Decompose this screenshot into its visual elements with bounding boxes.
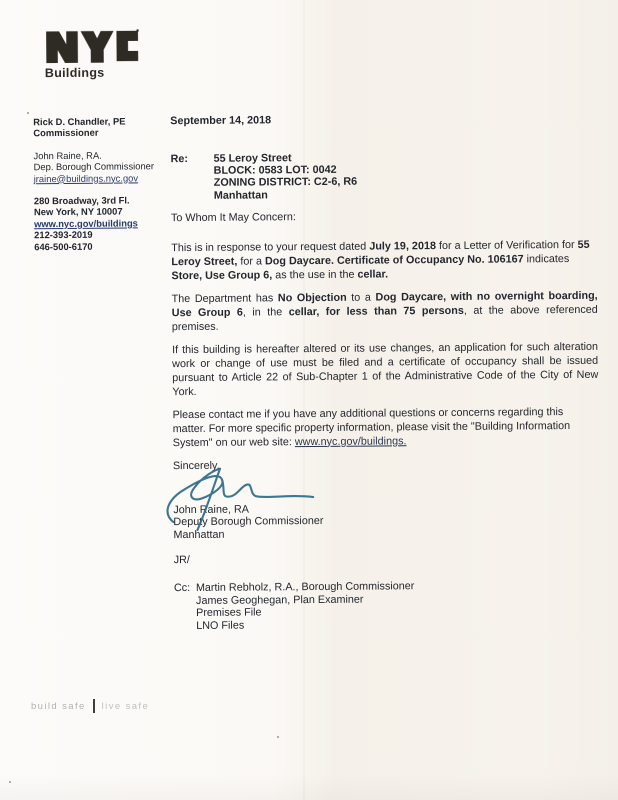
text-line: Manhattan (173, 528, 225, 541)
bold-run: No Objection (277, 291, 347, 305)
closing: Sincerely, (172, 459, 220, 472)
text-run: indicates (523, 252, 570, 266)
cc-lines (196, 580, 415, 632)
text-line: 55 Leroy Street (213, 152, 292, 165)
paragraph-verification (171, 238, 597, 283)
contact-sidebar (33, 115, 166, 263)
text-line: Manhattan (213, 188, 268, 202)
text-line: Dep. Borough Commissioner (33, 160, 155, 173)
text-line: 646-500-6170 (34, 240, 93, 252)
text-run: This is in response to your request dated (171, 240, 370, 254)
text-run: The Department has (171, 292, 278, 305)
letter-date: September 14, 2018 (170, 114, 272, 128)
website-link[interactable]: www.nyc.gov/buildings (34, 217, 138, 230)
text-run: If this building is hereafter altered or its use changes, an application for such alteration work or change of use must be filed and a certificate of occupancy shall be issued pursuant to Article 22 of Sub-Chapter 1 of the Administrative Code of the City of New York. (171, 340, 599, 398)
commissioner-block (33, 115, 165, 139)
inline-weblink[interactable]: www.nyc.gov/buildings. (294, 435, 407, 448)
footer-live-safe: live safe (101, 700, 150, 712)
reference-initials: JR/ (173, 554, 190, 567)
cc-block (174, 579, 600, 633)
bold-run: July 19, 2018 (369, 239, 436, 253)
text-line: 280 Broadway, 3rd Fl. (33, 194, 130, 207)
text-line: ZONING DISTRICT: C2-6, R6 (213, 176, 358, 190)
footer-build-safe: build safe (31, 700, 86, 712)
signer-block (173, 501, 599, 542)
scan-speck (9, 781, 11, 783)
text-run: for a (237, 255, 266, 268)
footer-slogan (31, 699, 149, 713)
bold-run: cellar. (357, 268, 389, 281)
text-line: 212-393-2019 (34, 228, 93, 241)
cc-label: Cc: (173, 582, 191, 595)
deputy-commissioner-block (33, 149, 165, 184)
re-lines (213, 152, 357, 202)
letter-body (170, 111, 600, 633)
bold-run: Store, Use Group 6, (171, 269, 273, 282)
text-run: for a Letter of Verification for (435, 238, 578, 252)
text-line: BLOCK: 0583 LOT: 0042 (213, 164, 337, 177)
bold-run: Dog Daycare, with no overnight boarding, Use Group 6 (171, 289, 598, 319)
text-line: Rick D. Chandler, PE (33, 115, 126, 128)
paragraph-alteration (172, 340, 598, 399)
text-run: as the use in the (272, 268, 358, 282)
address-lines (34, 194, 166, 218)
bold-run: 55 Leroy Street, (171, 238, 590, 268)
paragraph-contact (173, 405, 599, 450)
signature-area (173, 470, 599, 504)
address-block (34, 194, 166, 252)
re-block (170, 150, 596, 202)
deputy-lines (33, 149, 165, 173)
text-line: Commissioner (33, 127, 99, 139)
bold-run: Dog Daycare. Certificate of Occupancy No. 106167 (264, 253, 524, 268)
text-line: John Raine, RA (173, 503, 249, 516)
bold-run: cellar, for less than 75 persons (288, 304, 464, 319)
logo-department-label: Buildings (44, 65, 105, 81)
text-line: New York, NY 10007 (33, 205, 123, 218)
deputy-email-link[interactable]: jraine@buildings.nyc.gov (33, 172, 139, 184)
text-run: , at the above referenced premises. (171, 303, 598, 333)
nyc-buildings-logo (45, 29, 140, 80)
footer-divider (93, 699, 95, 713)
text-line: Martin Rebholz, R.A., Borough Commissioner (195, 580, 415, 594)
text-run: , in the (242, 306, 289, 319)
text-line: John Raine, RA. (33, 149, 102, 162)
text-line: Deputy Borough Commissioner (173, 515, 324, 529)
phone-lines (34, 228, 166, 252)
text-run: to a (346, 291, 376, 304)
text-run: Please contact me if you have any additional questions or concerns regarding this matter. For more specific property information, please visit the "Building Information System" on our web site: (172, 405, 571, 449)
text-line: Premises File (196, 606, 262, 620)
paragraph-no-objection (172, 289, 598, 334)
salutation: To Whom It May Concern: (170, 210, 296, 224)
text-line: LNO Files (196, 619, 245, 632)
re-label: Re: (170, 152, 188, 166)
nyc-logo-icon (45, 29, 140, 63)
text-line: James Geoghegan, Plan Examiner (195, 593, 364, 607)
